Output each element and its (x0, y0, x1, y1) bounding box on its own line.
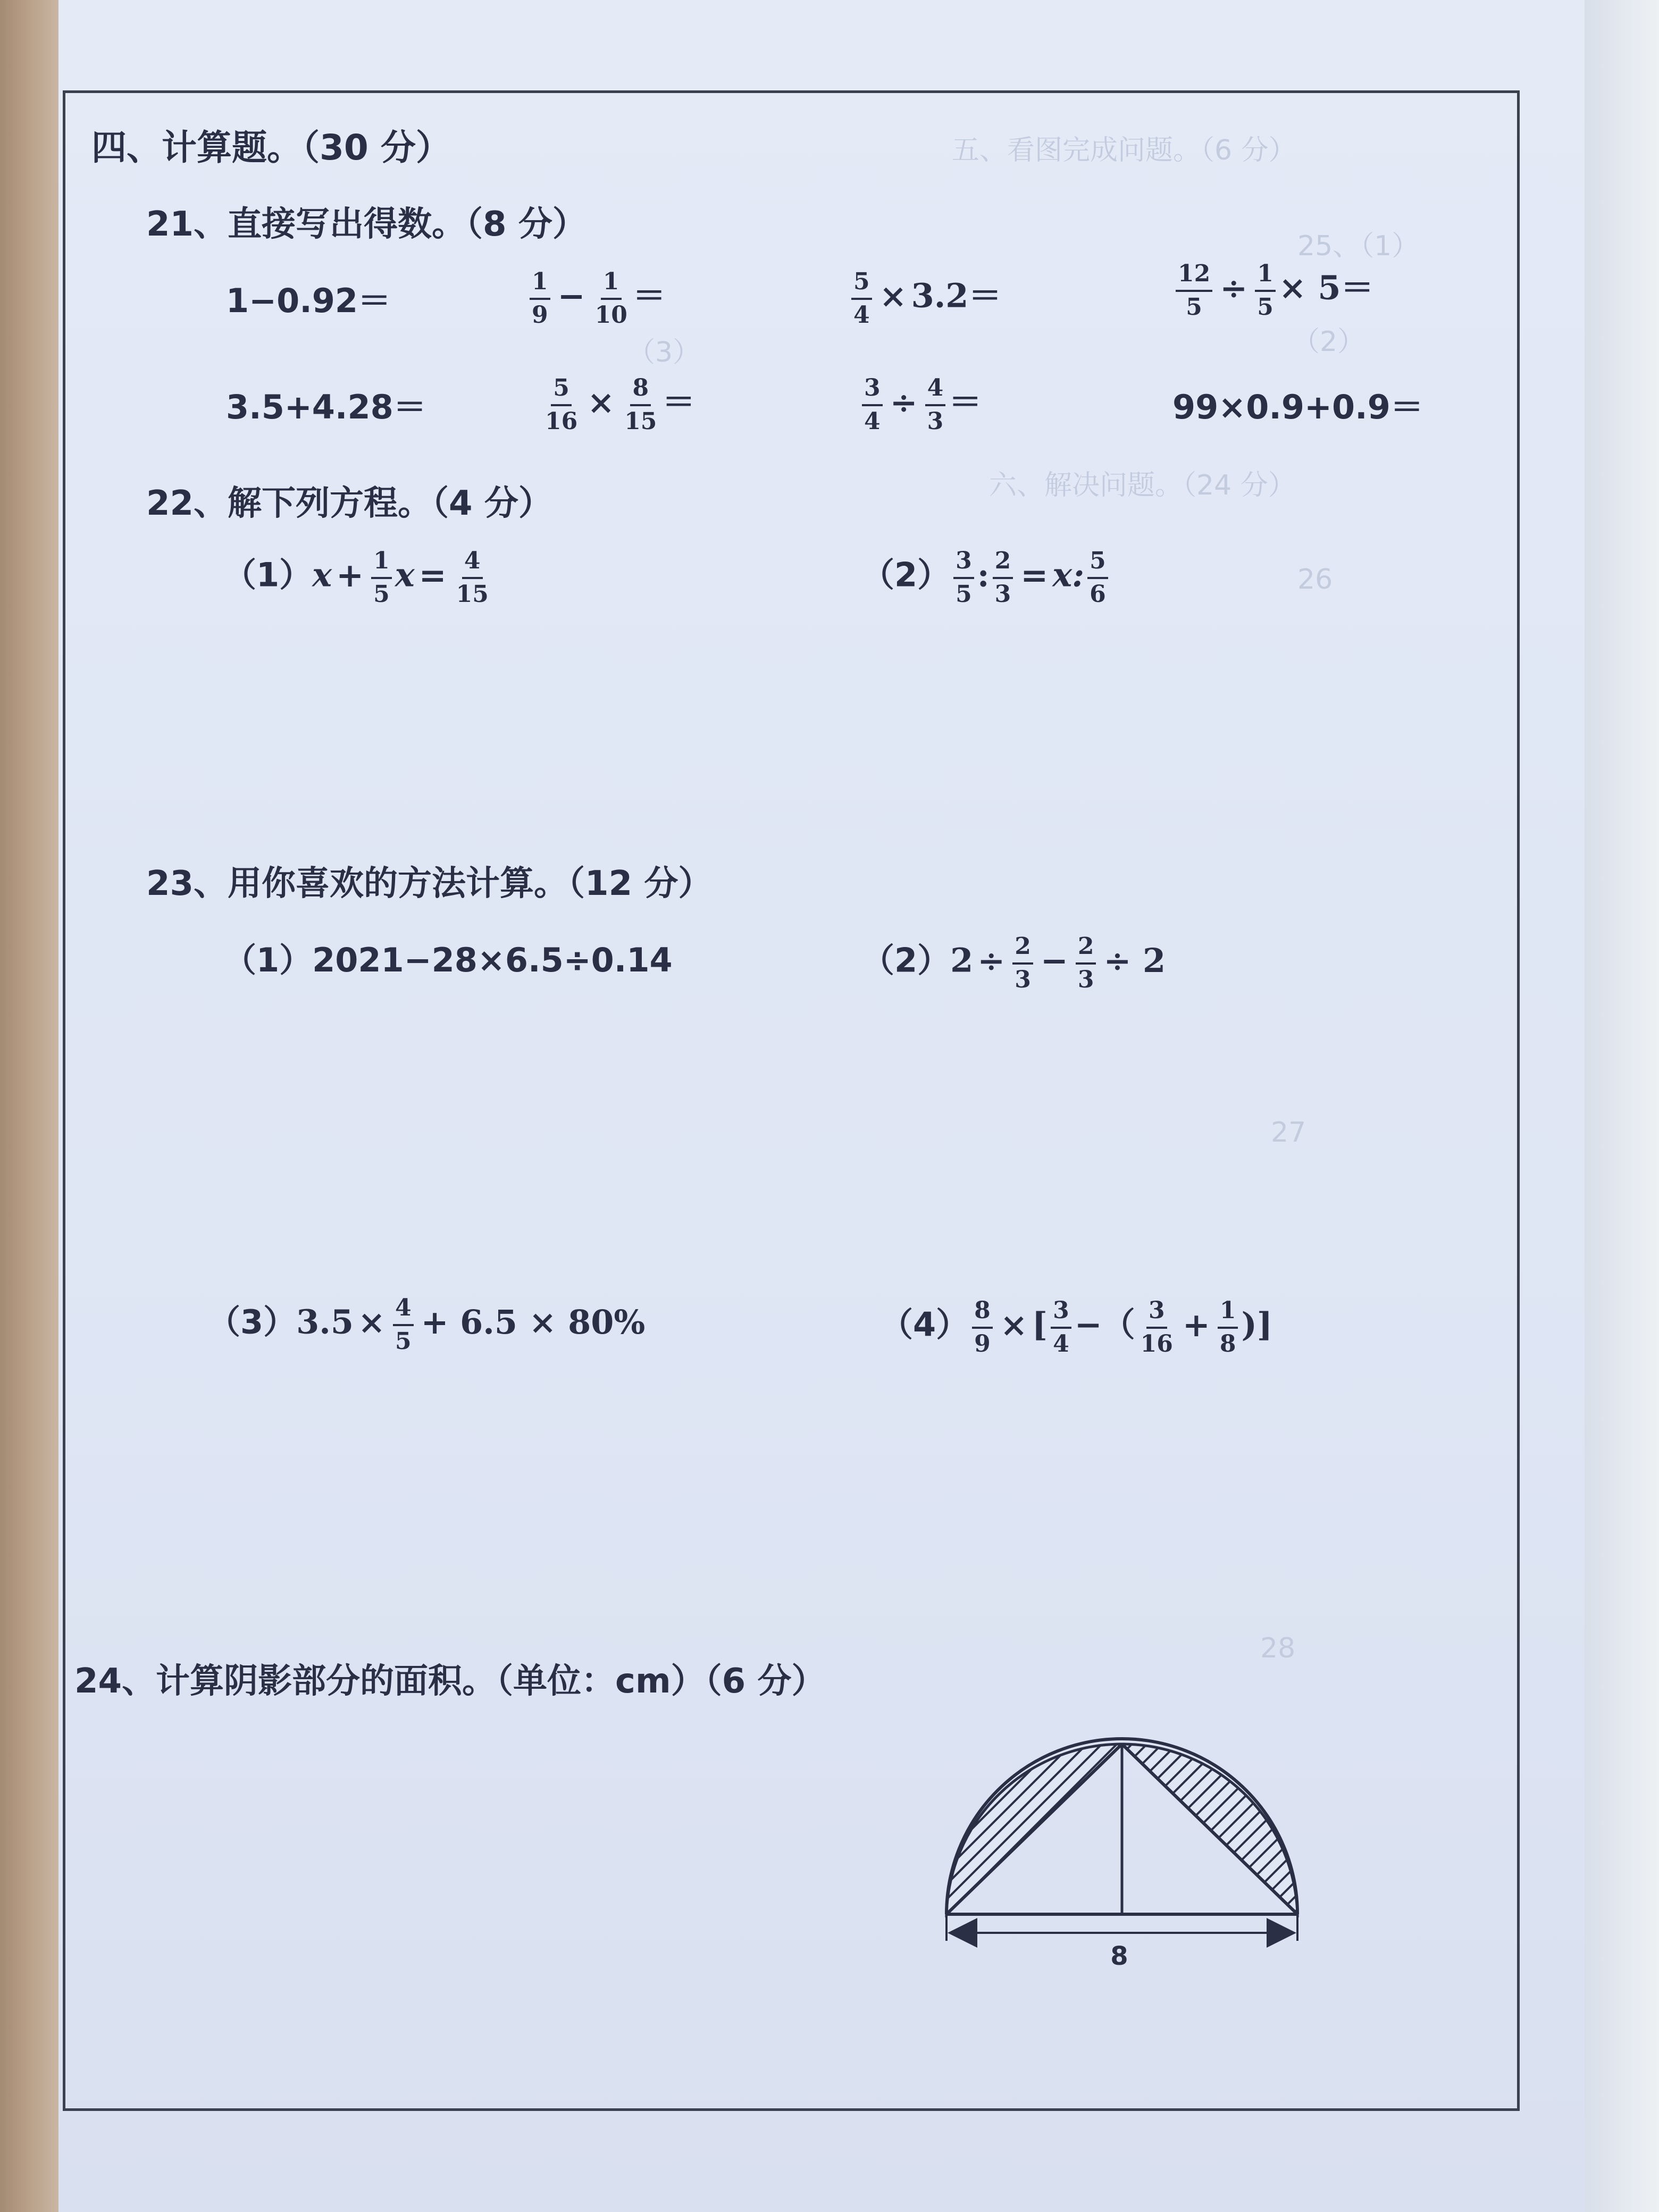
q21-title: 21、直接写出得数。（8 分） (146, 205, 586, 244)
bleed-text: 28 (1260, 1632, 1296, 1664)
bleed-text: 26 (1297, 564, 1333, 596)
fraction: $\frac{1}{10}$ (594, 268, 627, 329)
table-surface (0, 0, 58, 2212)
q23-problem-1: （1）2021−28×6.5÷0.14 (223, 941, 673, 979)
q21-item-4: $\frac{12}{5}$ ÷ $\frac{1}{5}$ × 5＝ (1172, 261, 1374, 321)
fraction: $\frac{2}{3}$ (993, 548, 1013, 608)
bleed-text: 六、解决问题。（24 分） (989, 470, 1296, 501)
fraction: $\frac{1}{5}$ (371, 548, 392, 608)
fraction: $\frac{12}{5}$ (1176, 261, 1212, 321)
semicircle-figure (936, 1728, 1308, 1973)
q21-item-2: $\frac{1}{9}$ − $\frac{1}{10}$ ＝ (526, 269, 666, 329)
fraction: $\frac{4}{3}$ (925, 375, 946, 435)
fraction: $\frac{3}{4}$ (1051, 1297, 1071, 1358)
bleed-text: （2） (1292, 326, 1365, 358)
q21-item-1: 1−0.92＝ (226, 281, 391, 320)
q23-problem-3: （3）3.5 × $\frac{4}{5}$ + 6.5 × 80% (207, 1294, 646, 1355)
q23-problem-4: （4） $\frac{8}{9}$ × [ $\frac{3}{4}$ −（ $\frac{3}{16}$ + $\frac{1}{8}$ )] (880, 1297, 1273, 1358)
q22-title: 22、解下列方程。（4 分） (146, 484, 552, 523)
fraction: $\frac{3}{4}$ (862, 375, 883, 435)
fraction: $\frac{4}{5}$ (393, 1295, 414, 1355)
fraction: $\frac{1}{5}$ (1255, 261, 1276, 321)
next-sheet-edge (1585, 0, 1659, 2212)
fraction: $\frac{4}{15}$ (456, 547, 489, 608)
bleed-text: 27 (1271, 1117, 1306, 1149)
bleed-text: 五、看图完成问题。（6 分） (952, 135, 1296, 166)
q22-equation-2: （2） $\frac{3}{5}$ : $\frac{2}{3}$ = x: $\frac{5}{6}$ (861, 548, 1111, 608)
fraction: $\frac{8}{9}$ (972, 1297, 993, 1358)
fraction: $\frac{2}{3}$ (1012, 933, 1033, 993)
dimension-label: 8 (1110, 1941, 1128, 1971)
q21-item-7: $\frac{3}{4}$ ÷ $\frac{4}{3}$ ＝ (859, 375, 982, 435)
q22-equation-1: （1）x + $\frac{1}{5}$ x = $\frac{4}{15}$ (223, 548, 494, 608)
fraction: $\frac{5}{16}$ (545, 374, 578, 435)
q24-title: 24、计算阴影部分的面积。（单位：cm）（6 分） (74, 1662, 826, 1701)
q21-item-3: $\frac{5}{4}$ × 3.2＝ (848, 269, 1001, 329)
q23-problem-2: （2）2 ÷ $\frac{2}{3}$ − $\frac{2}{3}$ ÷ 2 (861, 933, 1166, 993)
q21-item-8: 99×0.9+0.9＝ (1172, 388, 1423, 426)
q21-item-6: $\frac{5}{16}$ × $\frac{8}{15}$ ＝ (540, 375, 695, 435)
bleed-text: （3） (627, 337, 701, 368)
fraction: $\frac{5}{6}$ (1087, 548, 1108, 608)
fraction: $\frac{5}{4}$ (851, 269, 872, 329)
fraction: $\frac{3}{16}$ (1140, 1297, 1173, 1358)
fraction: $\frac{2}{3}$ (1076, 933, 1096, 993)
bleed-text: 25、（1） (1297, 230, 1420, 262)
fraction: $\frac{3}{5}$ (953, 548, 974, 608)
fraction: $\frac{1}{9}$ (530, 269, 550, 329)
fraction: $\frac{8}{15}$ (624, 374, 657, 435)
fraction: $\frac{1}{8}$ (1218, 1297, 1238, 1358)
section-title: 四、计算题。（30 分） (91, 127, 451, 168)
q23-title: 23、用你喜欢的方法计算。（12 分） (146, 864, 713, 903)
q21-item-5: 3.5+4.28＝ (226, 388, 426, 426)
